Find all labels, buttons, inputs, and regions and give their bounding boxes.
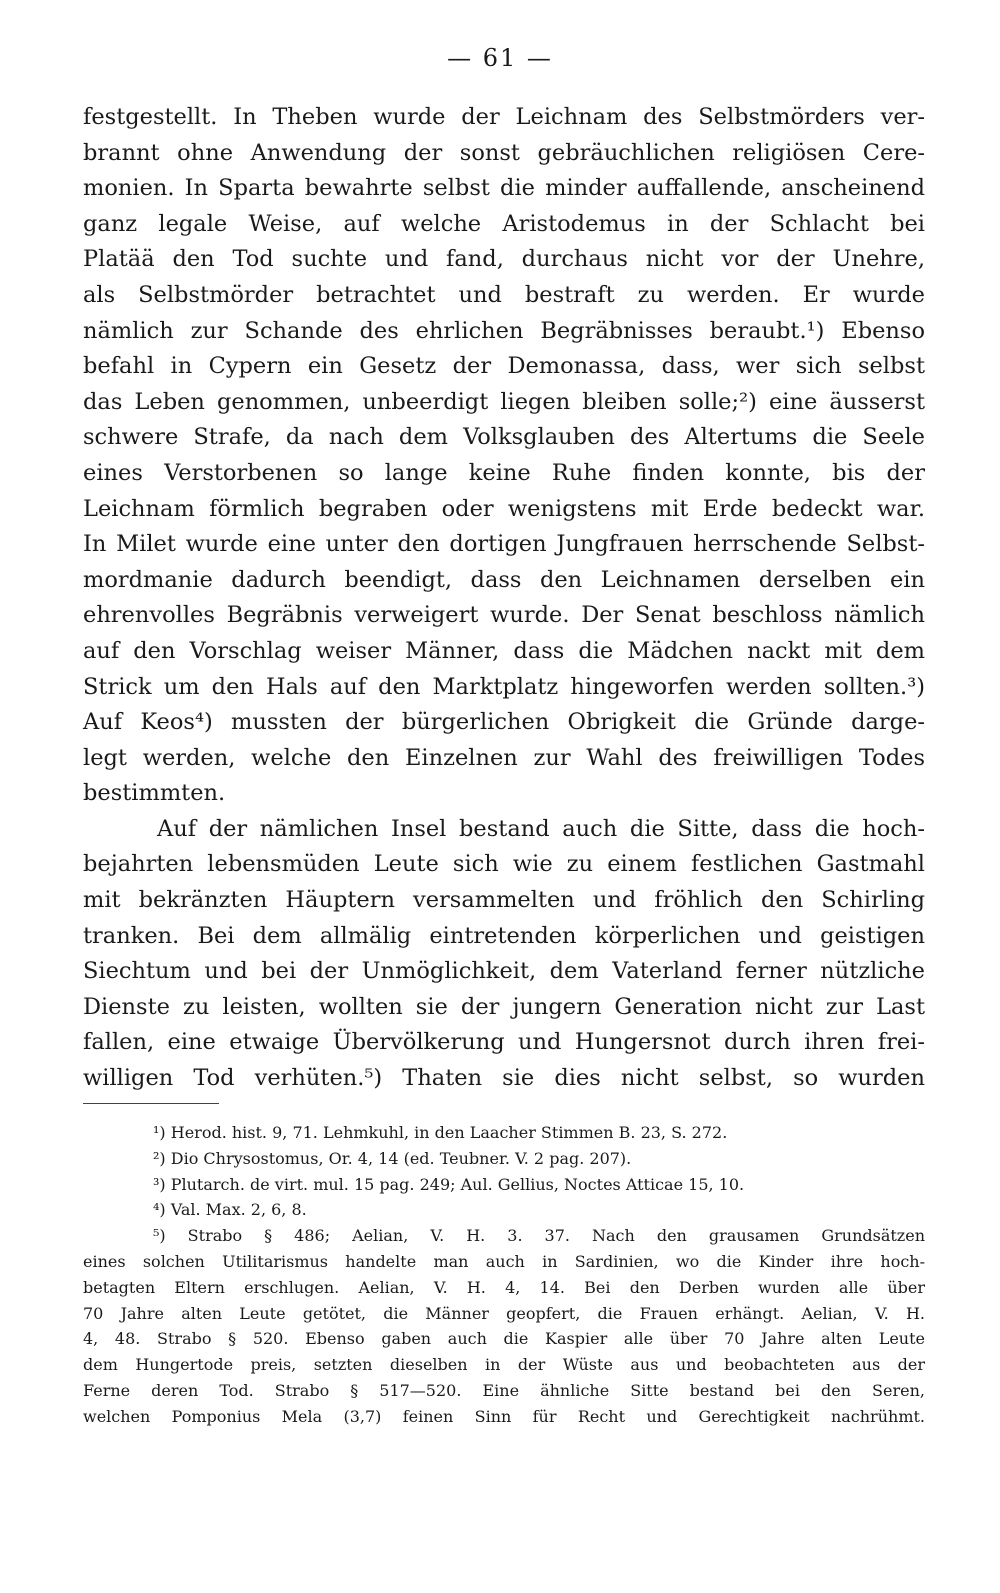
body-line: mit bekränzten Häuptern versammelten und fröhlich den Schirling [83,887,925,914]
footnote-divider [83,1103,219,1104]
footnote-line: ²) Dio Chrysostomus, Or. 4, 14 (ed. Teubner. V. 2 pag. 207). [153,1148,632,1168]
body-line: schwere Strafe, da nach dem Volksglauben des Altertums die Seele [83,424,925,451]
footnote-line: Ferne deren Tod. Strabo § 517—520. Eine ähnliche Sitte bestand bei den Seren, [83,1380,925,1400]
footnote-line: 70 Jahre alten Leute getötet, die Männer geopfert, die Frauen erhängt. Aelian, V. H. [83,1303,925,1323]
footnote-line: ⁵) Strabo § 486; Aelian, V. H. 3. 37. Nach den grausamen Grundsätzen [153,1226,925,1246]
body-line: das Leben genommen, unbeerdigt liegen bleiben solle;²) eine äusserst [83,388,925,415]
body-line: Leichnam förmlich begraben oder wenigstens mit Erde bedeckt war. [83,495,925,522]
body-line: ganz legale Weise, auf welche Aristodemus in der Schlacht bei [83,210,925,237]
footnotes [83,1120,925,1430]
footnote-line: ⁴) Val. Max. 2, 6, 8. [153,1200,307,1220]
body-line: In Milet wurde eine unter den dortigen Jungfrauen herrschende Selbst- [83,531,925,558]
body-line: bejahrten lebensmüden Leute sich wie zu einem festlichen Gastmahl [83,851,925,878]
body-line: monien. In Sparta bewahrte selbst die minder auffallende, anscheinend [83,175,925,202]
footnote-line: eines solchen Utilitarismus handelte man auch in Sardinien, wo die Kinder ihre hoch- [83,1251,925,1271]
body-line: brannt ohne Anwendung der sonst gebräuchlichen religiösen Cere- [83,139,925,166]
body-line: legt werden, welche den Einzelnen zur Wahl des freiwilligen Todes [83,744,925,771]
page-number: — 61 — [447,44,553,72]
body-line: festgestellt. In Theben wurde der Leichnam des Selbstmörders ver- [83,104,925,130]
body-line: Strick um den Hals auf den Marktplatz hingeworfen werden sollten.³) [83,673,925,700]
body-line: Platää den Tod suchte und fand, durchaus nicht vor der Unehre, [83,246,925,273]
footnote-line: ¹) Herod. hist. 9, 71. Lehmkuhl, in den Laacher Stimmen B. 23, S. 272. [153,1123,728,1142]
body-line: willigen Tod verhüten.⁵) Thaten sie dies nicht selbst, so wurden [83,1065,925,1092]
footnote-line: dem Hungertode preis, setzten dieselben in der Wüste aus und beobachteten aus der [83,1355,925,1375]
body-line: auf den Vorschlag weiser Männer, dass die Mädchen nackt mit dem [83,637,925,664]
body-line: bestimmten. [83,780,226,807]
body-line: fallen, eine etwaige Übervölkerung und Hungersnot durch ihren frei- [83,1029,925,1056]
footnote-line: betagten Eltern erschlugen. Aelian, V. H. 4, 14. Bei den Derben wurden alle über [83,1277,925,1297]
footnote-line: 4, 48. Strabo § 520. Ebenso gaben auch die Kaspier alle über 70 Jahre alten Leute [83,1329,925,1349]
body-line: Auf Keos⁴) mussten der bürgerlichen Obrigkeit die Gründe darge- [83,709,925,736]
body-line: als Selbstmörder betrachtet und bestraft zu werden. Er wurde [83,281,925,308]
paragraph-start-line: Auf der nämlichen Insel bestand auch die Sitte, dass die hoch- [157,815,925,842]
body-line: ehrenvolles Begräbnis verweigert wurde. Der Senat beschloss nämlich [83,602,925,629]
footnote-line: ³) Plutarch. de virt. mul. 15 pag. 249; Aul. Gellius, Noctes Atticae 15, 10. [153,1174,745,1194]
body-line: mordmanie dadurch beendigt, dass den Leichnamen derselben ein [83,566,925,593]
body-line: befahl in Cypern ein Gesetz der Demonassa, dass, wer sich selbst [83,353,925,380]
body-line: eines Verstorbenen so lange keine Ruhe finden konnte, bis der [83,459,925,486]
body-line: Siechtum und bei der Unmöglichkeit, dem Vaterland ferner nützliche [83,958,925,985]
body-text [83,100,925,1097]
footnote-line: welchen Pomponius Mela (3,7) feinen Sinn für Recht und Gerechtigkeit nachrühmt. [83,1406,925,1426]
body-line: nämlich zur Schande des ehrlichen Begräbnisses beraubt.¹) Ebenso [83,317,925,344]
body-line: Dienste zu leisten, wollten sie der jungern Generation nicht zur Last [83,993,925,1020]
body-line: tranken. Bei dem allmälig eintretenden körperlichen und geistigen [83,922,925,949]
